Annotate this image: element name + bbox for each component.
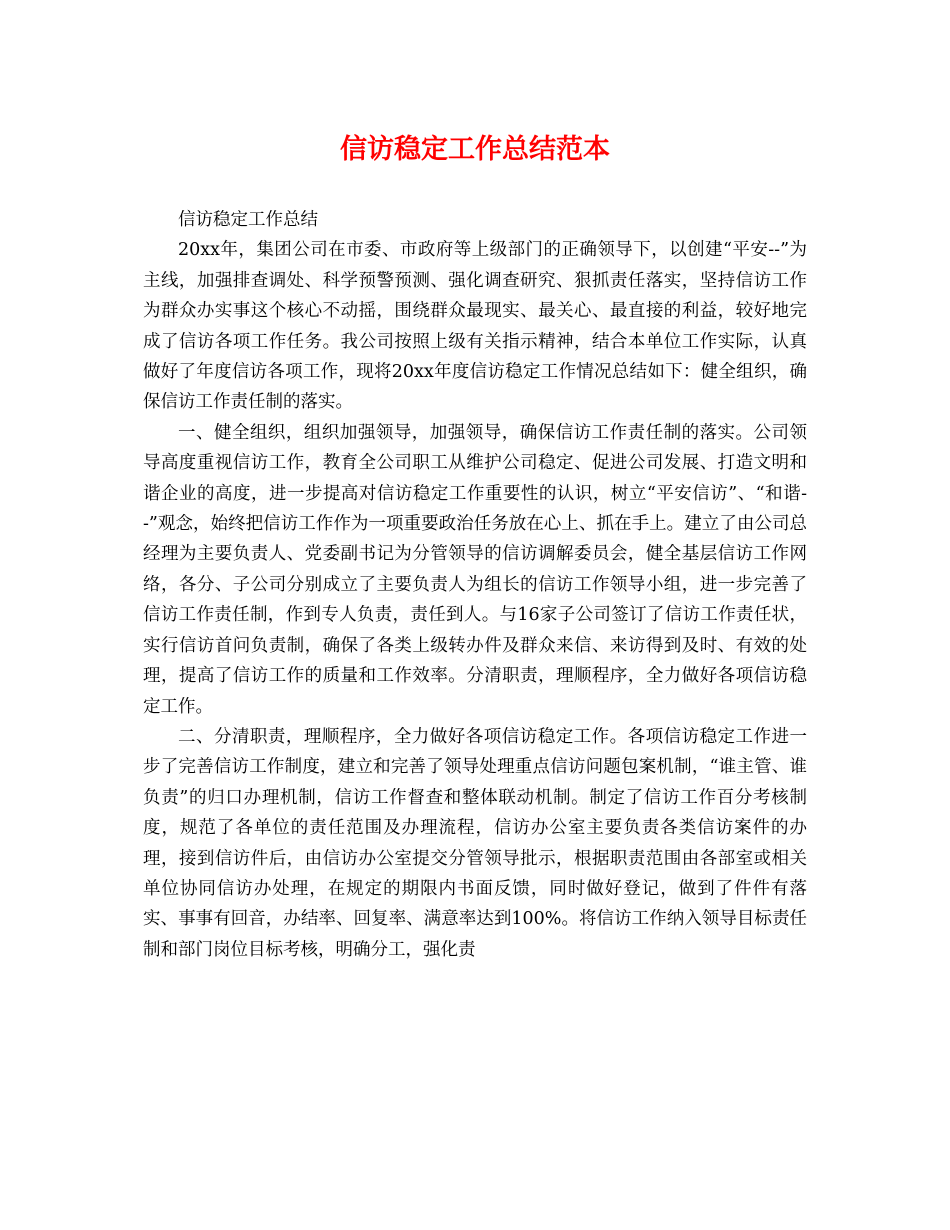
subtitle-paragraph: 信访稳定工作总结 <box>178 210 318 230</box>
section-two-paragraph: 二、分清职责，理顺程序，全力做好各项信访稳定工作。各项信访稳定工作进一步了完善信访工作制度，建立和完善了领导处理重点信访问题包案机制，“谁主管、谁负责”的归口办理机制，信访工作督查和整体联动机制。制定了信访工作百分考核制度，规范了各单位的责任范围及办理流程，信访办公室主要负责各类信访案件的办理，接到信访件后，由信访办公室提交分管领导批示，根据职责范围由各部室或相关单位协同信访办处理，在规定的期限内书面反馈，同时做好登记，做到了件件有落实、事事有回音，办结率、回复率、满意率达到100%。将信访工作纳入领导目标责任制和部门岗位目标考核，明确分工，强化责 <box>143 726 807 960</box>
document-body <box>143 205 807 965</box>
intro-paragraph: 20xx年，集团公司在市委、市政府等上级部门的正确领导下，以创建“平安--”为主线，加强排查调处、科学预警预测、强化调查研究、狠抓责任落实，坚持信访工作为群众办实事这个核心不动摇，围绕群众最现实、最关心、最直接的利益，较好地完成了信访各项工作任务。我公司按照上级有关指示精神，结合本单位工作实际，认真做好了年度信访各项工作，现将20xx年度信访稳定工作情况总结如下：健全组织，确保信访工作责任制的落实。 <box>143 240 807 413</box>
document-title: 信访稳定工作总结范本 <box>340 134 610 165</box>
section-one-paragraph: 一、健全组织，组织加强领导，加强领导，确保信访工作责任制的落实。公司领导高度重视信访工作，教育全公司职工从维护公司稳定、促进公司发展、打造文明和谐企业的高度，进一步提高对信访稳定工作重要性的认识，树立“平安信访”、“和谐--”观念，始终把信访工作作为一项重要政治任务放在心上、抓在手上。建立了由公司总经理为主要负责人、党委副书记为分管领导的信访调解委员会，健全基层信访工作网络，各分、子公司分别成立了主要负责人为组长的信访工作领导小组，进一步完善了信访工作责任制，作到专人负责，责任到人。与16家子公司签订了信访工作责任状，实行信访首问负责制，确保了各类上级转办件及群众来信、来访得到及时、有效的处理，提高了信访工作的质量和工作效率。分清职责，理顺程序，全力做好各项信访稳定工作。 <box>143 422 807 717</box>
